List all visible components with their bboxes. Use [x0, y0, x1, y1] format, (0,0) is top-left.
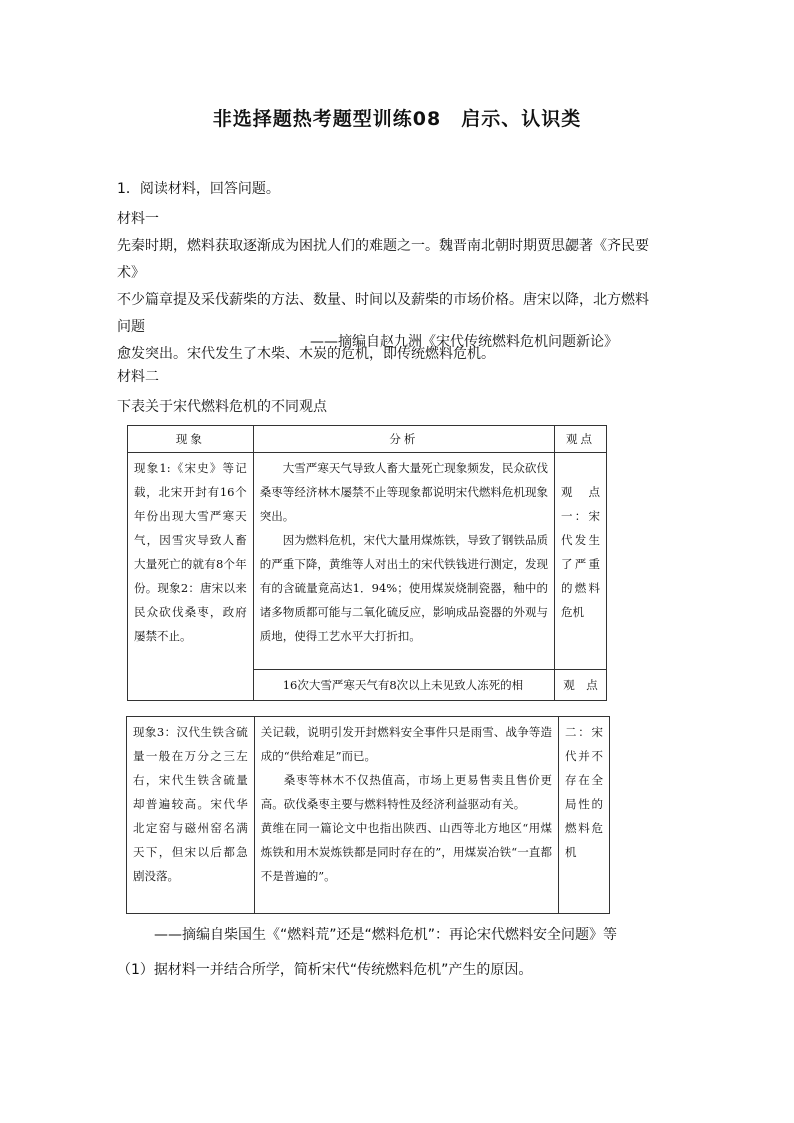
material1-label: 材料一 [117, 211, 159, 227]
material1-line: 先秦时期，燃料获取逐渐成为困扰人们的难题之一。魏晋南北朝时期贾思勰著《齐民要术》 [117, 238, 649, 281]
viewpoint1-cell: 观点一：宋代发生了严重的燃料危机 [555, 453, 607, 670]
analysis-paragraph: 因为燃料危机，宋代大量用煤炼铁，导致了钢铁品质的严重下降，黄维等人对出土的宋代铁钱进行测定，发现有的含硫量竟高达1．94%；使用煤炭烧制瓷器，釉中的诸多物质都可能与二氧化硫反应，影响成品瓷器的外观与质地，使得工艺水平大打折扣。 [259, 533, 549, 643]
phenomena-cell-1-2: 现象1:《宋史》等记载，北宋开封有16个年份出现大雪严寒天气，因雪灾导致人畜大量死亡的就有8个年份。现象2：唐宋以来民众砍伐桑枣，政府屡禁不止。 [128, 453, 254, 701]
analysis-paragraph: 黄维在同一篇论文中也指出陕西、山西等北方地区“用煤炼铁和用木炭炼铁都是同时存在的”，用煤炭冶铁“一直都不是普遍的”。 [260, 821, 553, 883]
material2-source: ——摘编自柴国生《“燃料荒”还是“燃料危机”：再论宋代燃料安全问题》等 [154, 927, 618, 943]
header-analysis: 分析 [253, 426, 554, 453]
header-viewpoint: 观点 [555, 426, 607, 453]
viewpoint2-head-cell: 观 点 [555, 670, 607, 701]
analysis-cell-viewpoint2 [254, 717, 558, 914]
phenomenon3-cell: 现象3：汉代生铁含硫量一般在万分之三左右，宋代生铁含硫量却普遍较高。宋代华北定窑与磁州窑名满天下，但宋以后都急剧没落。 [127, 717, 255, 914]
table-row [128, 453, 607, 670]
viewpoint-table-part1 [127, 425, 607, 701]
sub-question-1: （1）据材料一并结合所学，简析宋代“传统燃料危机”产生的原因。 [117, 962, 533, 978]
material2-label: 材料二 [117, 369, 159, 385]
analysis-paragraph: 关记载，说明引发开封燃料安全事件只是雨雪、战争等造成的“供给难足”而已。 [260, 725, 553, 763]
analysis-cell-viewpoint2-start [253, 670, 554, 701]
table-row [127, 717, 610, 914]
viewpoint-table-part2 [126, 716, 610, 914]
viewpoint2-body-cell: 二：宋代并不存在全局性的燃料危机 [559, 717, 610, 914]
material2-intro: 下表关于宋代燃料危机的不同观点 [117, 399, 327, 415]
header-phenomenon: 现象 [128, 426, 254, 453]
page-title: 非选择题热考题型训练08 启示、认识类 [212, 108, 582, 130]
analysis-paragraph: 16次大雪严寒天气有8次以上未见致人冻死的相 [282, 678, 524, 692]
question-intro: 1．阅读材料，回答问题。 [117, 181, 280, 197]
material1-line: 愈发突出。宋代发生了木柴、木炭的危机，即传统燃料危机。 [117, 346, 495, 362]
material1-source: ——摘编自赵九洲《宋代传统燃料危机问题新论》 [310, 334, 618, 350]
material1-line: 不少篇章提及采伐薪柴的方法、数量、时间以及薪柴的市场价格。唐宋以降，北方燃料问题 [117, 292, 649, 335]
analysis-paragraph: 大雪严寒天气导致人畜大量死亡现象频发，民众砍伐桑枣等经济林木屡禁不止等现象都说明宋代燃料危机现象突出。 [259, 461, 549, 523]
analysis-cell-viewpoint1 [253, 453, 554, 670]
analysis-paragraph: 桑枣等林木不仅热值高，市场上更易售卖且售价更高。砍伐桑枣主要与燃料特性及经济利益驱动有关。 [260, 773, 553, 811]
table-header-row [128, 426, 607, 453]
